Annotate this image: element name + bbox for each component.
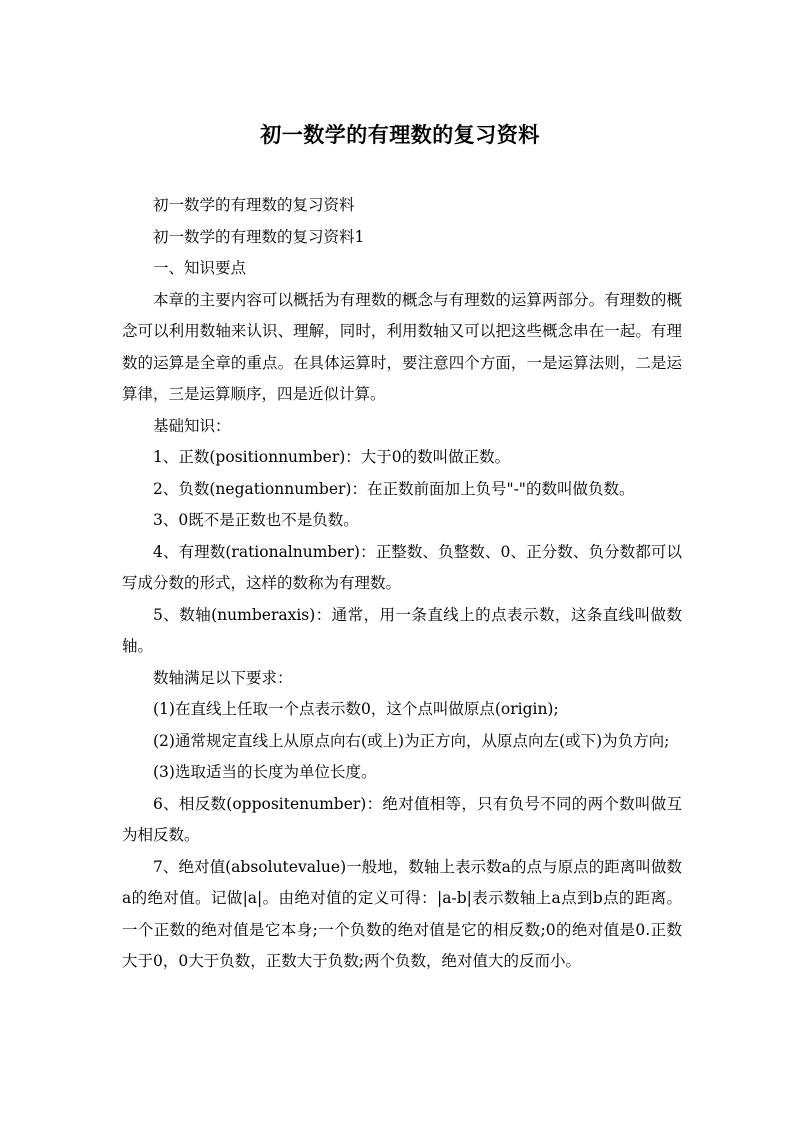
paragraph-basic-knowledge: 基础知识： — [153, 416, 231, 435]
paragraph-heading-1: 初一数学的有理数的复习资料1 — [153, 227, 365, 246]
section-heading-knowledge-points: 一、知识要点 — [153, 259, 247, 277]
definition-rational-number: 4、有理数(rationalnumber)：正整数、负整数、0、正分数、负分数都可以写成分数的形式，这样的数称为有理数。 — [122, 542, 682, 592]
axis-requirement-1: (1)在直线上任取一个点表示数0，这个点叫做原点(origin); — [153, 700, 559, 718]
definition-number-axis: 5、数轴(numberaxis)：通常，用一条直线上的点表示数，这条直线叫做数轴。 — [122, 605, 682, 655]
paragraph-subtitle: 初一数学的有理数的复习资料 — [153, 196, 355, 214]
definition-opposite-number: 6、相反数(oppositenumber)：绝对值相等，只有负号不同的两个数叫做互为相反数。 — [122, 794, 682, 844]
document-body — [122, 190, 682, 978]
page-title: 初一数学的有理数的复习资料 — [260, 123, 540, 147]
definition-zero: 3、0既不是正数也不是负数。 — [153, 511, 359, 529]
definition-absolute-value: 7、绝对值(absolutevalue)一般地，数轴上表示数a的点与原点的距离叫做数a的绝对值。记做|a|。由绝对值的定义可得：|a-b|表示数轴上a点到b点的距离。一个正数的绝对值是它本身;一个负数的绝对值是它的相反数;0的绝对值是0.正数大于0，0大于负数，正数大于负数;两个负数，绝对值大的反而小。 — [122, 857, 682, 970]
paragraph-axis-requirements: 数轴满足以下要求： — [153, 668, 293, 687]
definition-negative-number: 2、负数(negationnumber)：在正数前面加上负号"-"的数叫做负数。 — [153, 479, 635, 498]
axis-requirement-3: (3)选取适当的长度为单位长度。 — [153, 763, 377, 781]
axis-requirement-2: (2)通常规定直线上从原点向右(或上)为正方向，从原点向左(或下)为负方向; — [153, 731, 670, 750]
definition-positive-number: 1、正数(positionnumber)：大于0的数叫做正数。 — [153, 448, 511, 466]
paragraph-intro: 本章的主要内容可以概括为有理数的概念与有理数的运算两部分。有理数的概念可以利用数轴来认识、理解，同时，利用数轴又可以把这些概念串在一起。有理数的运算是全章的重点。在具体运算时，要注意四个方面，一是运算法则，二是运算律，三是运算顺序，四是近似计算。 — [122, 290, 682, 403]
